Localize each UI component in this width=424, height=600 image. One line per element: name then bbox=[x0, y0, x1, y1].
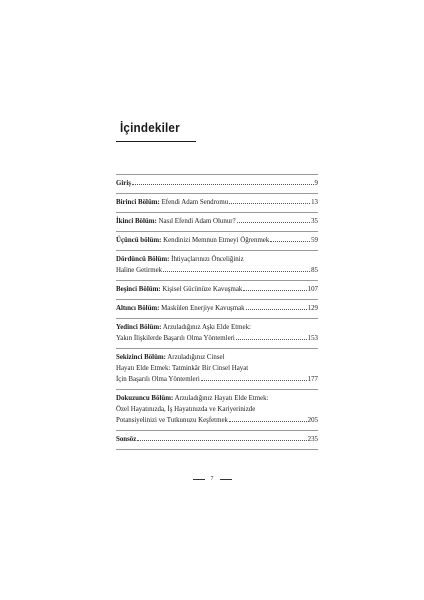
toc-entry-title bbox=[116, 415, 228, 426]
toc-line bbox=[116, 322, 318, 333]
toc-page-number: 205 bbox=[307, 417, 318, 424]
toc-page-number: 59 bbox=[311, 237, 318, 244]
toc-line bbox=[116, 363, 318, 374]
toc-line bbox=[116, 254, 318, 265]
toc-page-number: 35 bbox=[311, 218, 318, 225]
toc-chapter-title: Haline Getirmek bbox=[116, 267, 163, 274]
toc-chapter-title: İçin Başarılı Olma Yöntemleri bbox=[116, 376, 200, 383]
toc-line bbox=[116, 404, 318, 415]
toc-entry-title bbox=[116, 322, 251, 333]
toc-entry[interactable] bbox=[116, 390, 318, 430]
toc-line bbox=[116, 197, 318, 208]
toc-entry-title bbox=[116, 333, 235, 344]
toc-chapter-label: Yedinci Bölüm: bbox=[116, 324, 162, 331]
toc-entry[interactable] bbox=[116, 232, 318, 250]
toc-page-number: 129 bbox=[307, 305, 318, 312]
toc-entry-title bbox=[116, 404, 255, 415]
toc-list bbox=[116, 174, 318, 450]
toc-line bbox=[116, 352, 318, 363]
dot-leader bbox=[236, 339, 307, 340]
toc-chapter-label: Dokuzuncu Bölüm: bbox=[116, 395, 174, 402]
toc-line bbox=[116, 178, 318, 189]
page-number: 7 bbox=[210, 476, 214, 482]
toc-entry-title bbox=[116, 284, 242, 295]
toc-line bbox=[116, 284, 318, 295]
toc-line bbox=[116, 235, 318, 246]
toc-entry[interactable] bbox=[116, 431, 318, 449]
toc-chapter-title: Nasıl Efendi Adam Olunur? bbox=[156, 218, 236, 225]
toc-line bbox=[116, 265, 318, 276]
page-footer bbox=[0, 476, 424, 482]
toc-heading: İçindekiler bbox=[120, 120, 180, 135]
toc-chapter-title: Kişisel Gücünüze Kavuşmak bbox=[160, 286, 243, 293]
toc-entry-title bbox=[116, 216, 236, 227]
toc-chapter-label: Dördüncü Bölüm: bbox=[116, 256, 170, 263]
toc-page-number: 9 bbox=[314, 180, 318, 187]
dot-leader bbox=[229, 203, 310, 204]
toc-entry-title bbox=[116, 254, 244, 265]
toc-line bbox=[116, 374, 318, 385]
dot-leader bbox=[270, 241, 310, 242]
dot-leader bbox=[132, 184, 314, 185]
toc-chapter-title: Kendinizi Memnun Etmeyi Öğrenmek bbox=[161, 237, 270, 244]
toc-chapter-label: İkinci Bölüm: bbox=[116, 218, 157, 225]
toc-chapter-label: Birinci Bölüm: bbox=[116, 199, 160, 206]
toc-chapter-title: Arzuladığınız Cinsel bbox=[165, 354, 225, 361]
toc-chapter-label: Giriş bbox=[116, 180, 131, 187]
toc-line bbox=[116, 434, 318, 445]
dot-leader bbox=[201, 380, 307, 381]
toc-chapter-title: İhtiyaçlarınızı Önceliğiniz bbox=[169, 256, 244, 263]
toc-chapter-title: Yakın İlişkilerde Başarılı Olma Yöntemleri bbox=[116, 335, 235, 342]
toc-chapter-title: Maskülen Enerjiye Kavuşmak bbox=[159, 305, 245, 312]
toc-entry-title bbox=[116, 374, 200, 385]
toc-entry[interactable] bbox=[116, 349, 318, 389]
toc-page-number: 235 bbox=[307, 436, 318, 443]
toc-chapter-label: Sonsöz bbox=[116, 436, 137, 443]
toc-entry-title bbox=[116, 303, 245, 314]
toc-line bbox=[116, 393, 318, 404]
toc-chapter-title: Potansiyelinizi ve Tutkunuzu Keşfetmek bbox=[116, 417, 228, 424]
toc-chapter-title: Efendi Adam Sendromu bbox=[159, 199, 229, 206]
toc-entry-title bbox=[116, 197, 228, 208]
toc-chapter-title: Arzuladığınız Hayatı Elde Etmek: bbox=[173, 395, 269, 402]
toc-line bbox=[116, 216, 318, 227]
toc-chapter-label: Beşinci Bölüm: bbox=[116, 286, 161, 293]
toc-entry[interactable] bbox=[116, 194, 318, 212]
toc-chapter-title: Özel Hayatınızda, İş Hayatınızda ve Kariyerinizde bbox=[116, 406, 256, 413]
toc-entry-title bbox=[116, 235, 269, 246]
toc-chapter-title: Arzuladığınız Aşkı Elde Etmek: bbox=[161, 324, 251, 331]
toc-entry[interactable] bbox=[116, 175, 318, 193]
footer-dash-right bbox=[220, 479, 232, 480]
toc-chapter-label: Altıncı Bölüm: bbox=[116, 305, 160, 312]
footer-dash-left bbox=[193, 479, 205, 480]
toc-line bbox=[116, 415, 318, 426]
toc-chapter-label: Sekizinci Bölüm: bbox=[116, 354, 166, 361]
toc-entry-title bbox=[116, 363, 248, 374]
toc-entry[interactable] bbox=[116, 281, 318, 299]
dot-leader bbox=[243, 290, 306, 291]
toc-entry[interactable] bbox=[116, 251, 318, 280]
toc-entry[interactable] bbox=[116, 213, 318, 231]
toc-line bbox=[116, 303, 318, 314]
toc-entry-title bbox=[116, 393, 269, 404]
dot-leader bbox=[137, 440, 306, 441]
toc-separator bbox=[116, 449, 318, 450]
toc-line bbox=[116, 333, 318, 344]
toc-entry[interactable] bbox=[116, 300, 318, 318]
dot-leader bbox=[246, 309, 307, 310]
toc-entry-title bbox=[116, 178, 131, 189]
toc-heading-underline bbox=[116, 141, 196, 142]
toc-entry-title bbox=[116, 265, 162, 276]
dot-leader bbox=[163, 271, 310, 272]
toc-page-number: 107 bbox=[307, 286, 318, 293]
toc-chapter-label: Üçüncü bölüm: bbox=[116, 237, 162, 244]
toc-page-number: 13 bbox=[311, 199, 318, 206]
toc-chapter-title: Hayatı Elde Etmek: Tatminkâr Bir Cinsel Hayat bbox=[116, 365, 249, 372]
toc-page-number: 153 bbox=[307, 335, 318, 342]
toc-entry-title bbox=[116, 434, 136, 445]
toc-page-number: 85 bbox=[311, 267, 318, 274]
toc-entry-title bbox=[116, 352, 225, 363]
dot-leader bbox=[229, 421, 307, 422]
dot-leader bbox=[237, 222, 310, 223]
toc-page-number: 177 bbox=[307, 376, 318, 383]
toc-entry[interactable] bbox=[116, 319, 318, 348]
